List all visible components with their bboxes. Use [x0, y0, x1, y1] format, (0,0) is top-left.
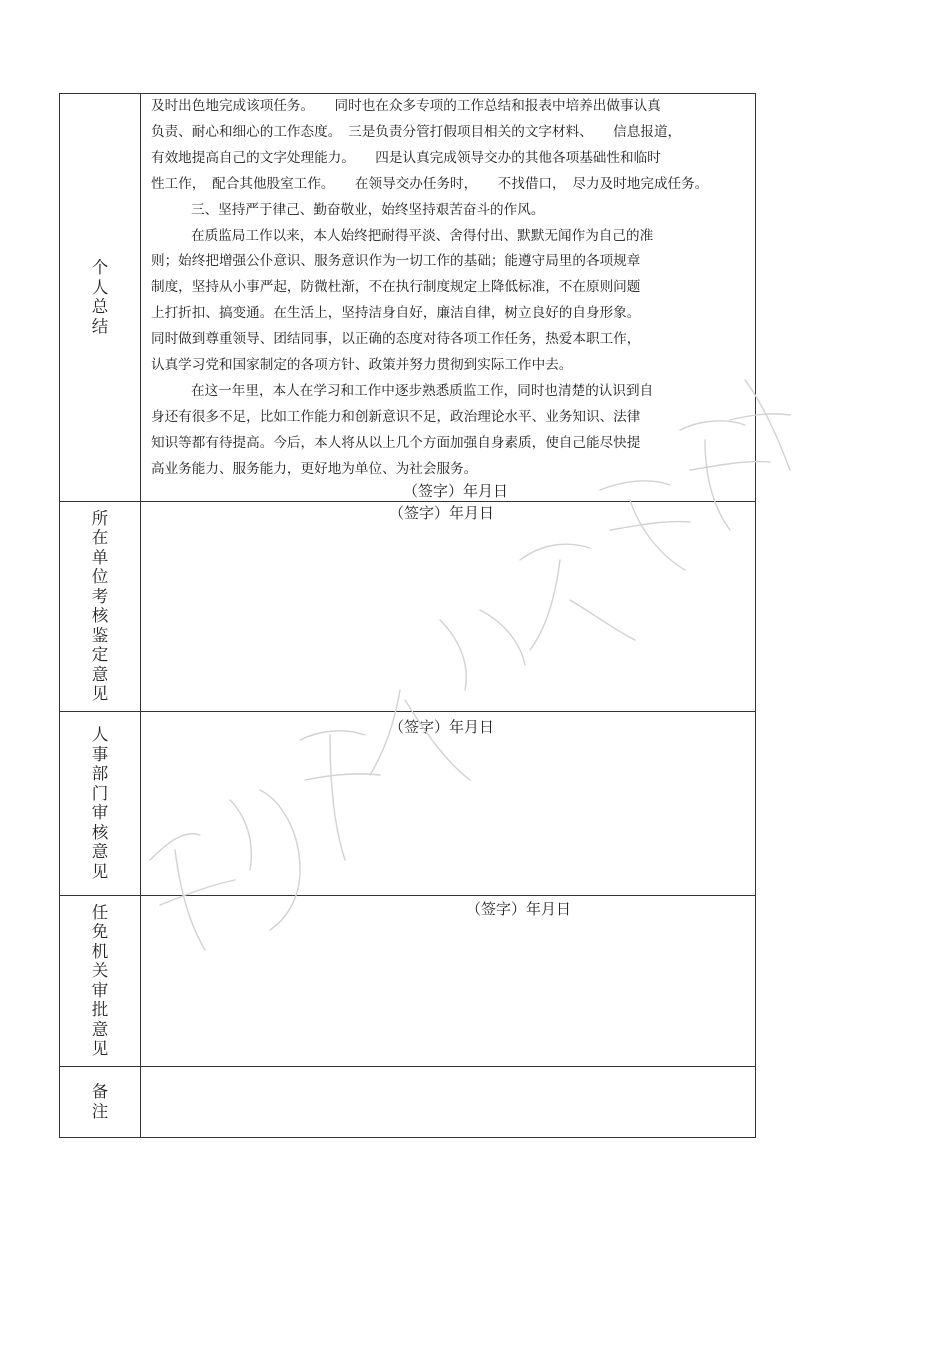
- row-summary: [60, 94, 756, 502]
- summary-label: 个人总结: [91, 258, 109, 336]
- summary-line: 知识等都有待提高。今后，本人将从以上几个方面加强自身素质，使自己能尽快提: [151, 434, 641, 451]
- appraisal-form-table: [59, 93, 756, 1138]
- unit-opinion-label-cell: [60, 501, 141, 711]
- summary-body: [141, 94, 755, 483]
- remarks-label: 备注: [91, 1082, 109, 1121]
- summary-line: 在质监局工作以来，本人始终把耐得平淡、舍得付出、默默无闻作为自己的准: [191, 227, 654, 244]
- summary-line: 负责、耐心和细心的工作态度。 三是负责分管打假项目相关的文字材料、 信息报道，: [151, 123, 682, 140]
- hr-opinion-label: 人事部门审核意见: [91, 725, 109, 881]
- summary-line: 高业务能力、服务能力，更好地为单位、为社会服务。: [151, 460, 478, 477]
- row-appointing-opinion: [60, 895, 756, 1066]
- hr-opinion-content-cell[interactable]: [141, 711, 756, 895]
- summary-content-cell[interactable]: [141, 94, 756, 502]
- remarks-content-cell[interactable]: [141, 1066, 756, 1137]
- hr-opinion-label-cell: [60, 711, 141, 895]
- unit-opinion-content-cell[interactable]: [141, 501, 756, 711]
- summary-line: 三、坚持严于律己、勤奋敬业，始终坚持艰苦奋斗的作风。: [191, 201, 545, 218]
- summary-line: 在这一年里，本人在学习和工作中逐步熟悉质监工作，同时也清楚的认识到自: [191, 382, 654, 399]
- summary-line: 有效地提高自己的文字处理能力。 四是认真完成领导交办的其他各项基础性和临时: [151, 149, 661, 166]
- appointing-opinion-label-cell: [60, 895, 141, 1066]
- summary-line: 及时出色地完成该项任务。 同时也在众多专项的工作总结和报表中培养出做事认真: [151, 98, 661, 114]
- appointing-opinion-content-cell[interactable]: [141, 895, 756, 1066]
- summary-signature: （签字）年月日: [403, 481, 509, 500]
- summary-line: 同时做到尊重领导、团结同事，以正确的态度对待各项工作任务，热爱本职工作，: [151, 331, 641, 348]
- row-unit-opinion: [60, 501, 756, 711]
- unit-opinion-signature: （签字）年月日: [389, 503, 495, 522]
- summary-line: 制度，坚持从小事严起，防微杜渐，不在执行制度规定上降低标准，不在原则问题: [151, 279, 641, 296]
- unit-opinion-label: 所在单位考核鉴定意见: [91, 508, 109, 704]
- summary-label-cell: [60, 94, 141, 502]
- summary-line: 身还有很多不足，比如工作能力和创新意识不足，政治理论水平、业务知识、法律: [151, 408, 641, 425]
- summary-line: 性工作， 配合其他股室工作。 在领导交办任务时， 不找借口， 尽力及时地完成任务。: [151, 175, 709, 192]
- summary-line: 则；始终把增强公仆意识、服务意识作为一切工作的基础；能遵守局里的各项规章: [151, 253, 641, 270]
- summary-line: 认真学习党和国家制定的各项方针、政策并努力贯彻到实际工作中去。: [151, 357, 573, 374]
- row-remarks: [60, 1066, 756, 1137]
- row-hr-opinion: [60, 711, 756, 895]
- summary-line: 上打折扣、搞变通。在生活上，坚持洁身自好，廉洁自律，树立良好的自身形象。: [151, 305, 641, 322]
- hr-opinion-signature: （签字）年月日: [389, 717, 495, 736]
- remarks-label-cell: [60, 1066, 141, 1137]
- appointing-opinion-signature: （签字）年月日: [466, 899, 572, 918]
- appointing-opinion-label: 任免机关审批意见: [91, 902, 109, 1059]
